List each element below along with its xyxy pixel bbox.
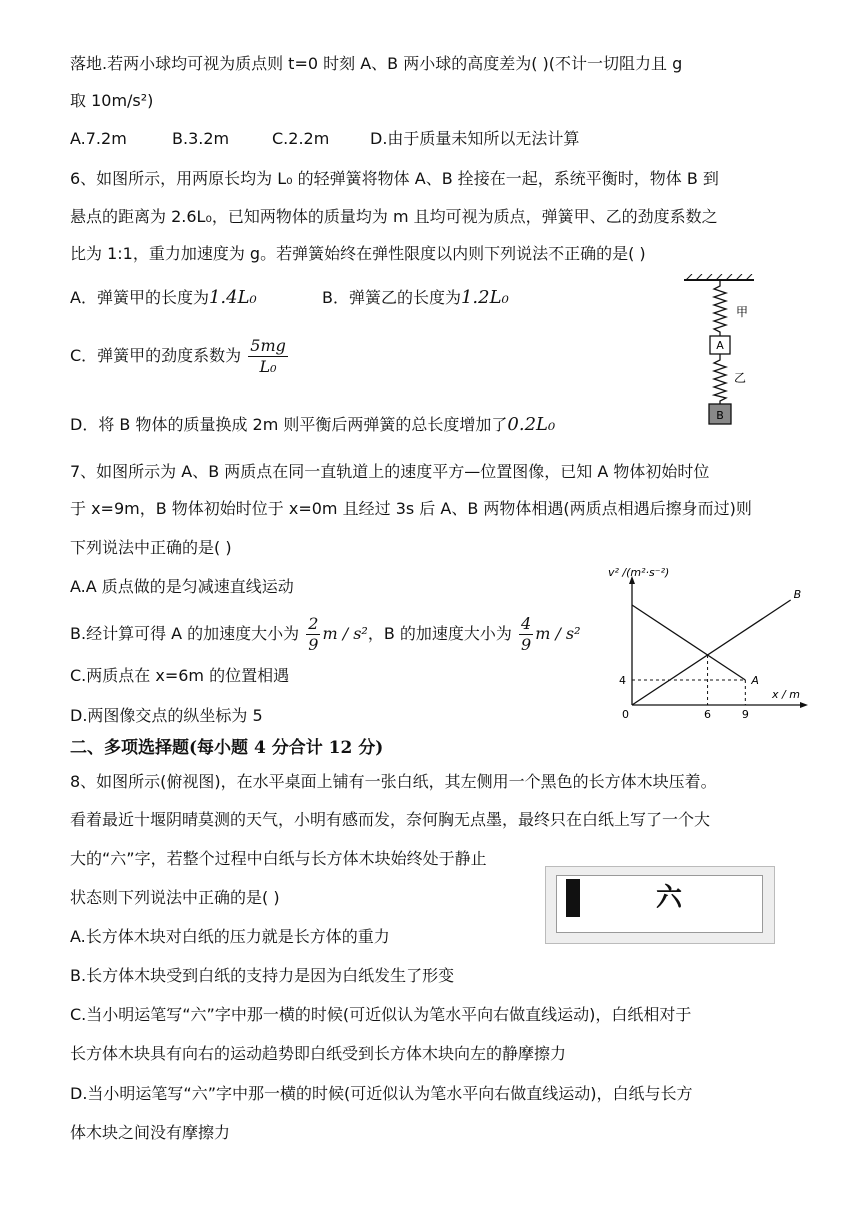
q6-line1: 6、如图所示，用两原长均为 L₀ 的轻弹簧将物体 A、B 拴接在一起，系统平衡时，物体 B 到	[70, 169, 719, 188]
q8-line1: 8、如图所示(俯视图)，在水平桌面上铺有一张白纸，其左侧用一个黑色的长方体木块压着。	[70, 772, 717, 791]
q7-line2: 于 x=9m，B 物体初始时位于 x=0m 且经过 3s 后 A、B 两物体相遇(两质点相遇后擦身而过)则	[70, 499, 752, 518]
q8-line3: 大的“六”字，若整个过程中白纸与长方体木块始终处于静止	[70, 849, 487, 868]
series-a-line	[632, 605, 745, 680]
black-block	[566, 879, 580, 917]
q5-line2: 取 10m/s²)	[70, 91, 154, 110]
x-axis-label: x / m	[772, 688, 800, 701]
q8-paper-figure	[545, 866, 775, 944]
q7-v2-x-chart	[600, 560, 815, 720]
q5-option-a: A.7.2m	[70, 129, 127, 148]
q8-option-a: A.长方体木块对白纸的压力就是长方体的重力	[70, 927, 390, 946]
q8-option-c-line2: 长方体木块具有向右的运动趋势即白纸受到长方体木块向左的静摩擦力	[70, 1044, 567, 1063]
x-tick-label-9: 9	[741, 708, 749, 720]
ceiling	[684, 274, 754, 280]
series-b-label: B	[793, 588, 802, 601]
series-a-label: A	[751, 674, 759, 687]
series-b-line	[632, 600, 791, 705]
q8-option-c-line1: C.当小明运笔写“六”字中那一横的时候(可近似认为笔水平向右做直线运动)，白纸相对于	[70, 1005, 692, 1024]
y-axis-label: v² /(m²·s⁻²)	[608, 566, 670, 579]
x-tick-label-6: 6	[704, 708, 712, 720]
q6-option-c-fraction: $\frac{5mg}{\text{L₀}}$	[250, 336, 286, 376]
x-axis-arrow	[800, 702, 808, 708]
q7-option-b-fraction-b: $\frac{4}{9}$	[521, 614, 532, 654]
q7-option-b-fraction-a: $\frac{2}{9}$	[308, 614, 319, 654]
q5-option-d: D.由于质量未知所以无法计算	[370, 129, 580, 148]
q6-option-d: D．将 B 物体的质量换成 2m 则平衡后两弹簧的总长度增加了0.2L₀	[70, 414, 556, 435]
q6-option-c: C．弹簧甲的劲度系数为 $\frac{5mg}{\text{L₀}}$	[70, 336, 286, 376]
q8-option-d-line1: D.当小明运笔写“六”字中那一横的时候(可近似认为笔水平向右做直线运动)，白纸与长方	[70, 1084, 693, 1103]
q6-line2: 悬点的距离为 2.6L₀，已知两物体的质量均为 m 且均可视为质点，弹簧甲、乙的劲度系数之	[70, 207, 718, 226]
block-a-label: A	[716, 339, 724, 352]
section-2-title: 二、多项选择题(每小题 4 分合计 12 分)	[70, 738, 384, 758]
paper-character: 六	[656, 883, 683, 913]
q6-option-d-math: 0.2L₀	[507, 414, 556, 435]
q7-option-d: D.两图像交点的纵坐标为 5	[70, 706, 263, 725]
q6-option-a: A．弹簧甲的长度为1.4L₀	[70, 287, 257, 308]
q5-option-c: C.2.2m	[272, 129, 330, 148]
q7-line3: 下列说法中正确的是( )	[70, 538, 232, 557]
q6-option-b: B．弹簧乙的长度为1.2L₀	[322, 287, 509, 308]
block-b-label: B	[716, 409, 724, 422]
label-jia: 甲	[736, 305, 749, 319]
spring-yi	[714, 354, 726, 404]
q8-line2: 看着最近十堰阴晴莫测的天气，小明有感而发，奈何胸无点墨，最终只在白纸上写了一个大	[70, 810, 711, 829]
q5-options	[70, 128, 580, 150]
q8-option-b: B.长方体木块受到白纸的支持力是因为白纸发生了形变	[70, 966, 455, 985]
q7-line1: 7、如图所示为 A、B 两质点在同一直轨道上的速度平方—位置图像，已知 A 物体初始时位	[70, 462, 710, 481]
q5-line1: 落地.若两小球均可视为质点则 t=0 时刻 A、B 两小球的高度差为( )(不计一切阻力且 g	[70, 54, 683, 73]
spring-jia	[714, 280, 726, 336]
q7-option-b: B.经计算可得 A 的加速度大小为 $\frac{2}{9}$ m / s²，B 的加速度大小为 $\frac{4}{9}$ m / s²	[70, 614, 581, 654]
y-tick-label-4: 4	[619, 674, 626, 687]
q6-spring-figure	[678, 274, 778, 434]
q6-line3: 比为 1:1，重力加速度为 g。若弹簧始终在弹性限度以内则下列说法不正确的是( )	[70, 244, 646, 263]
q8-line4: 状态则下列说法中正确的是( )	[70, 888, 280, 907]
q7-option-a: A.A 质点做的是匀减速直线运动	[70, 577, 294, 596]
q8-option-d-line2: 体木块之间没有摩擦力	[70, 1123, 231, 1142]
q6-option-a-math: 1.4L₀	[208, 287, 257, 308]
origin-label: 0	[622, 708, 629, 720]
label-yi: 乙	[734, 371, 747, 385]
q7-option-c: C.两质点在 x=6m 的位置相遇	[70, 666, 290, 685]
q5-option-b: B.3.2m	[172, 129, 230, 148]
q6-option-b-math: 1.2L₀	[460, 287, 509, 308]
